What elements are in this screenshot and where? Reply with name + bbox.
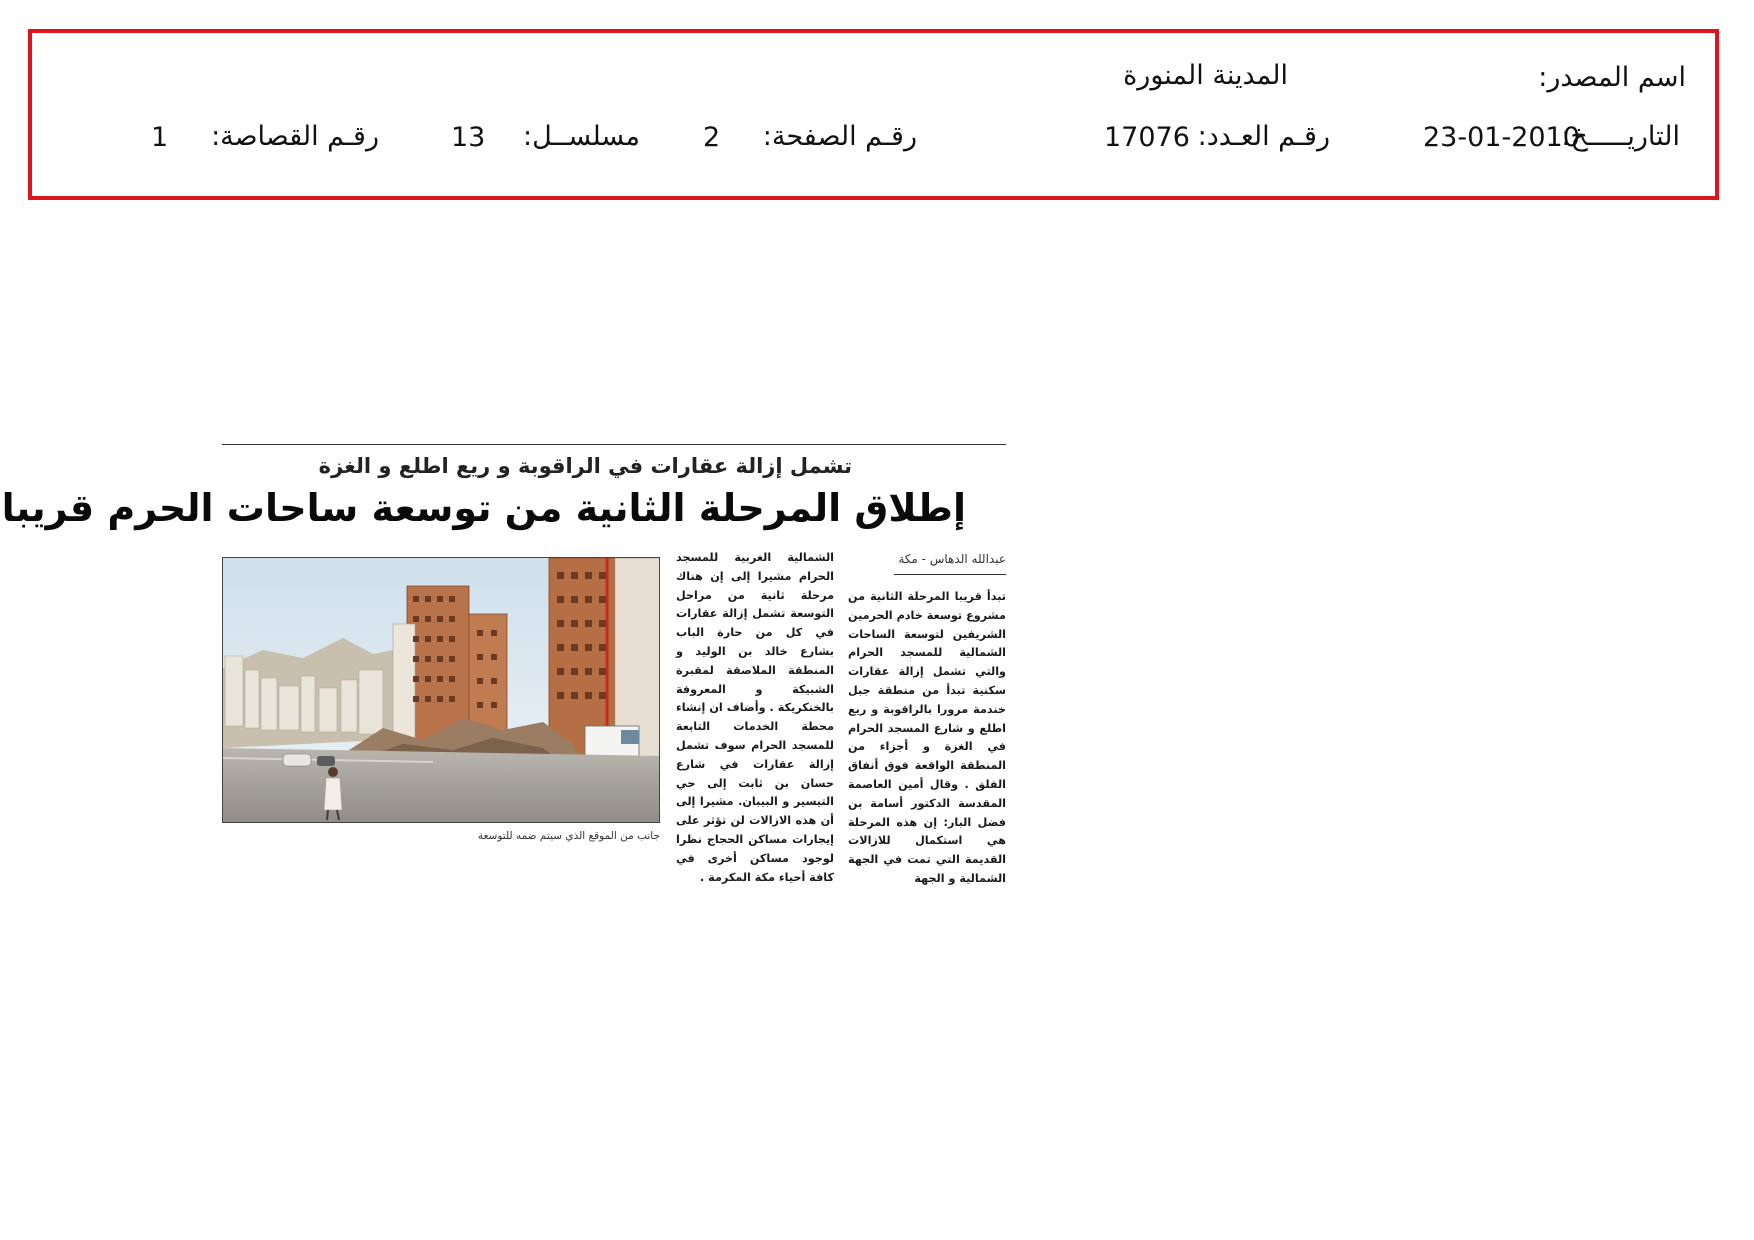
article-byline: عبدالله الدهاس - مكة — [898, 552, 1006, 566]
article-column-left: الشمالية الغربية للمسجد الحرام مشيرا إلى إن هناك مرحلة ثانية من مراحل التوسعة تشمل إزالة عقارات في كل من حارة الباب بشارع خالد بن الوليد و المنطقة الملاصقة لمقبرة الشبيكة و المعروفة بالخنكريكة . وأضاف ان إنشاء محطة الخدمات التابعة للمسجد الحرام سوف تشمل إزالة عقارات في شارع حسان بن ثابت إلى حي التيسير و البيبان. مشيرا إلى أن هذه الازالات لن تؤثر على إيجارات مساكن الحجاج نظرا لوجود مساكن أخرى في كافة أحياء مكة المكرمة . — [676, 551, 834, 884]
byline-rule — [894, 574, 1006, 575]
issue-label: رقـم العـدد: — [1197, 121, 1330, 152]
date-value: 23-01-2010 — [1423, 122, 1580, 153]
source-info-frame — [28, 29, 1719, 200]
source-value: المدينة المنورة — [1123, 60, 1288, 91]
article-top-rule — [222, 444, 1006, 445]
serial-value: 13 — [451, 122, 486, 153]
article-kicker: تشمل إزالة عقارات في الراقوبة و ريع اطلع و الغزة — [318, 454, 852, 478]
source-label: اسم المصدر: — [1538, 62, 1686, 93]
issue-value: 17076 — [1104, 122, 1190, 153]
serial-label: مسلســل: — [523, 121, 640, 152]
page-value: 2 — [703, 122, 721, 153]
article-clipping — [1, 444, 1006, 885]
clip-label: رقـم القصاصة: — [211, 121, 379, 152]
article-column-right: تبدأ قريبا المرحلة الثانية من مشروع توسعة خادم الحرمين الشريفين لتوسعة الساحات الشمالية للمسجد الحرام والتي تشمل إزالة عقارات سكنية تبدأ من منطقة جبل خندمة مرورا بالراقوبة و ريع اطلع و شارع المسجد الحرام في الغزة و أجزاء من المنطقة الواقعة فوق أنفاق الفلق . وقال أمين العاصمة المقدسة الدكتور أسامة بن فضل البار: إن هذه المرحلة هي استكمال للازالات القديمة التي تمت في الجهة الشمالية و الجهة — [848, 590, 1006, 885]
photo-caption: جانب من الموقع الذي سيتم ضمه للتوسعة — [477, 830, 660, 842]
date-label: التاريـــــخ: — [1561, 121, 1680, 152]
clip-value: 1 — [151, 122, 169, 153]
article-headline: إطلاق المرحلة الثانية من توسعة ساحات الحرم قريبا — [1, 486, 966, 530]
article-photo — [222, 557, 660, 823]
page-label: رقـم الصفحة: — [762, 121, 917, 152]
